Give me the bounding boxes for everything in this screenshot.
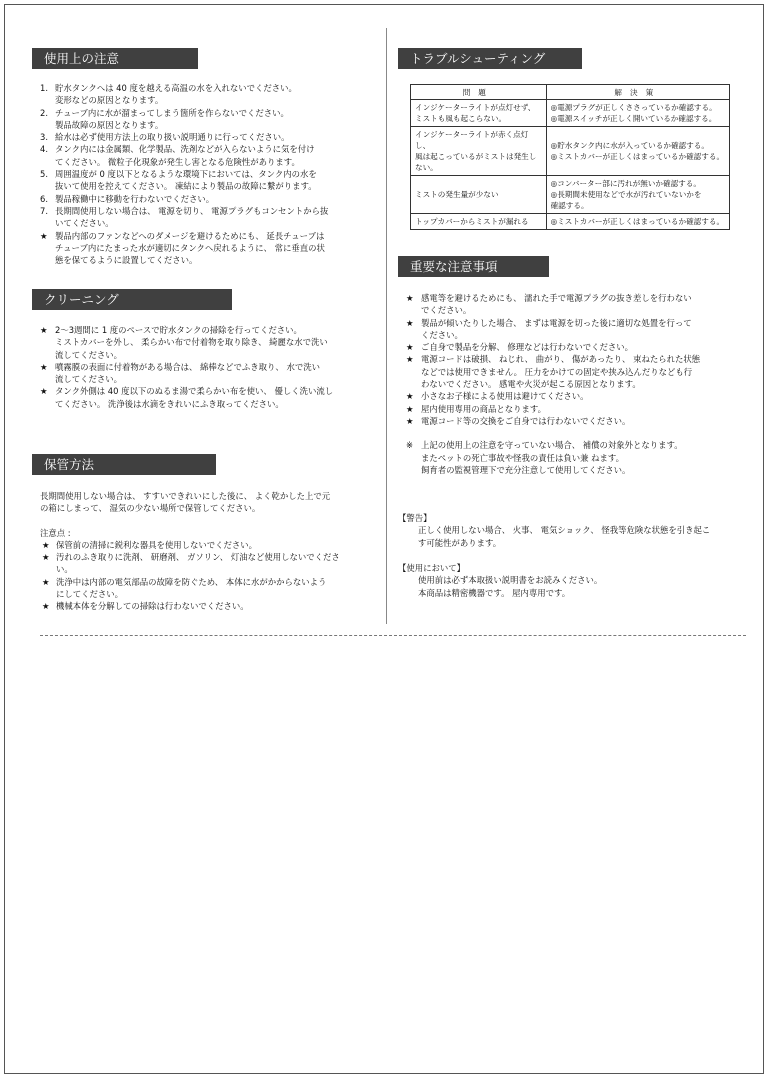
col-problem: 問題 bbox=[411, 85, 547, 100]
storage-intro: 長期間使用しない場合は、 すすいできれいにした後に、 よく乾かした上で元 の箱にしまって、 湿気の少ない場所で保管してください。 bbox=[40, 491, 331, 514]
column-divider bbox=[386, 28, 387, 624]
storage-heading: 保管方法 bbox=[32, 454, 216, 475]
important-item: ★ 電源コード等の交換をご自身では行わないでください。 bbox=[406, 415, 631, 426]
storage-body bbox=[40, 490, 374, 613]
important-item: ★ 感電等を避けるためにも、 濡れた手で電源プラグの抜き差しを行わない でください。 bbox=[406, 293, 692, 316]
usage-item: 7. 長期間使用しない場合は、 電源を切り、 電源プラグもコンセントから抜 いてください。 bbox=[40, 205, 329, 229]
storage-item: ★ 保管前の清掃に鋭利な器具を使用しないでください。 bbox=[42, 539, 257, 550]
in-use-text: 使用前は必ず本取扱い説明書をお読みください。 本商品は精密機器です。 屋内専用です。 bbox=[418, 575, 603, 598]
usage-item: ★ 製品内部のファンなどへのダメージを避けるためにも、 延長チューブは チューブ内にたまった水が適切にタンクへ戻れるように、 常に垂直の状 態を保てるように設置してください。 bbox=[40, 230, 325, 266]
important-item: ★ ご自身で製品を分解、 修理などは行わないでください。 bbox=[406, 342, 634, 353]
important-list bbox=[398, 292, 738, 476]
warning-text: 正しく使用しない場合、 火事、 電気ショック、 怪我等危険な状態を引き起こ す可能性があります。 bbox=[418, 525, 711, 548]
usage-item: 1. 貯水タンクへは 40 度を越える高温の水を入れないでください。 変形などの原因となります。 bbox=[40, 83, 297, 106]
usage-heading: 使用上の注意 bbox=[32, 48, 198, 69]
important-note: ※ 上記の使用上の注意を守っていない場合、 補償の対象外となります。 またペットの死亡事故や怪我の責任は負い兼 ねます。 飼育者の監視管理下で充分注意して使用してください。 bbox=[406, 440, 683, 475]
warning-section bbox=[398, 512, 740, 549]
col-solution: 解決策 bbox=[546, 85, 729, 100]
warning-label: 【警告】 bbox=[398, 513, 432, 523]
important-item: ★ 製品が傾いたりした場合、 まずは電源を切った後に適切な処置を行って ください。 bbox=[406, 317, 692, 340]
usage-list bbox=[32, 82, 372, 266]
table-row: トップカバーからミストが漏れる ◎ミストカバーが正しくはまっているか確認する。 bbox=[411, 214, 730, 230]
table-row: ミストの発生量が少ない ◎コンバーター部に汚れが無いか確認する。 ◎長期間未使用などで水が汚れていないかを 確認する。 bbox=[411, 176, 730, 214]
storage-notes-label: 注意点 : bbox=[40, 527, 71, 538]
important-item: ★ 屋内使用専用の商品となります。 bbox=[406, 403, 546, 414]
usage-item: 2. チューブ内に水が溜まってしまう箇所を作らないでください。 製品故障の原因となります。 bbox=[40, 107, 289, 130]
troubleshooting-heading: トラブルシューティング bbox=[398, 48, 582, 69]
cleaning-heading: クリーニング bbox=[32, 289, 232, 310]
table-header-row bbox=[411, 85, 730, 100]
cleaning-item: ★ 2～3週間に 1 度のペースで貯水タンクの掃除を行ってください。 ミストカバーを外し、 柔らかい布で付着物を取り除き、 綺麗な水で洗い 流してください。 bbox=[40, 325, 328, 360]
cleaning-item: ★ 噴霧膜の表面に付着物がある場合は、 綿棒などでふき取り、 水で洗い 流してください。 bbox=[40, 361, 320, 385]
cleaning-item: ★ タンク外側は 40 度以下のぬるま湯で柔らかい布を使い、 優しく洗い流し てください。 洗浄後は水滴をきれいにふき取ってください。 bbox=[40, 386, 334, 409]
cleaning-list bbox=[32, 324, 372, 410]
troubleshooting-table bbox=[410, 84, 730, 230]
in-use-label: 【使用において】 bbox=[398, 563, 465, 573]
table-row: インジケーターライトが点灯せず、 ミストも風も起こらない。 ◎電源プラグが正しくささっているか確認する。 ◎電源スイッチが正しく開いているか確認する。 bbox=[411, 100, 730, 127]
table-row: インジケーターライトが赤く点灯し、 風は起こっているがミストは発生し ない。 ◎貯水タンク内に水が入っているか確認する。 ◎ミストカバーが正しくはまっているか確認する。 bbox=[411, 127, 730, 176]
cut-line bbox=[40, 635, 746, 636]
storage-item: ★ 機械本体を分解しての掃除は行わないでください。 bbox=[42, 601, 249, 612]
usage-item: 3. 給水は必ず使用方法上の取り扱い説明通りに行ってください。 bbox=[40, 132, 290, 143]
important-heading: 重要な注意事項 bbox=[398, 256, 549, 277]
in-use-section bbox=[398, 562, 740, 599]
storage-item: ★ 洗浄中は内部の電気部品の故障を防ぐため、 本体に水がかからないよう にしてください。 bbox=[42, 576, 327, 600]
storage-item: ★ 汚れのふき取りに洗剤、 研磨剤、 ガソリン、 灯油など使用しないでくださ い。 bbox=[42, 552, 340, 575]
important-item: ★ 小さなお子様による使用は避けてください。 bbox=[406, 391, 589, 402]
important-item: ★ 電源コードは破損、 ねじれ、 曲がり、 傷があったり、 束ねたられた状態 などでは使用できません。 圧力をかけての固定や挟み込んだりなども行 わないでください。 感電や火災が起こる原因となります。 bbox=[406, 354, 701, 390]
usage-item: 4. タンク内には金属類、化学製品、洗剤などが入らないように気を付け てください。 微粒子化現象が発生し害となる危険性があります。 bbox=[40, 144, 315, 167]
usage-item: 6. 製品稼働中に移動を行わないでください。 bbox=[40, 193, 215, 204]
usage-item: 5. 周囲温度が 0 度以下となるような環境下においては、タンク内の水を 抜いて使用を控えてください。 凍結により製品の故障に繋がります。 bbox=[40, 169, 317, 192]
